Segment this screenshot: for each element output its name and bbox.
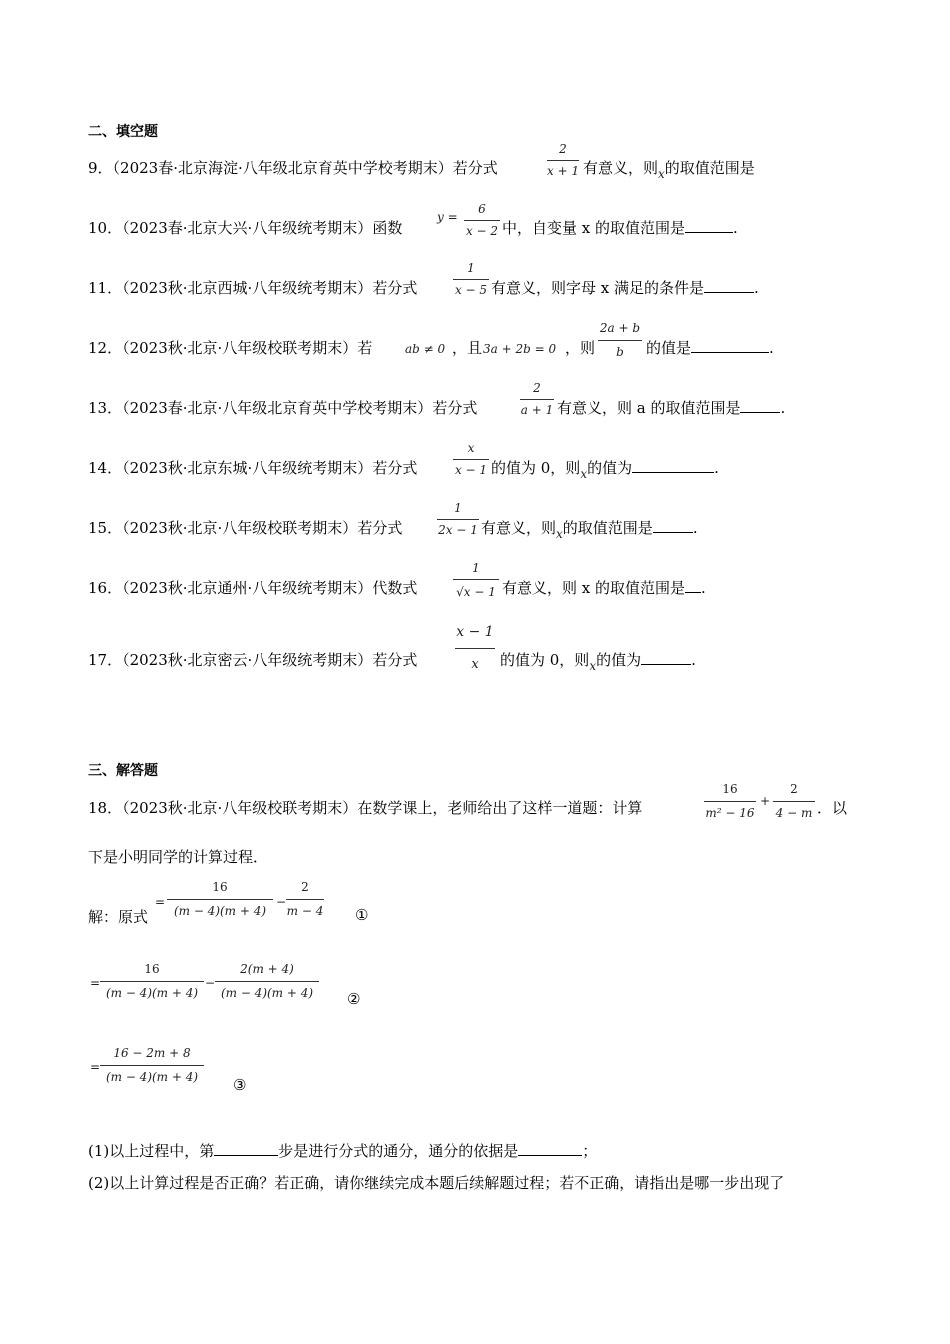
question-source: （2023秋·北京·八年级校联考期末）: [122, 799, 358, 817]
question-source: （2023秋·北京·八年级校联考期末）: [122, 339, 358, 357]
fraction: 2 x + 1: [547, 142, 580, 178]
fraction: 16 (m − 4)(m + 4): [100, 962, 204, 1000]
question-15-tail: 有意义，则$_x$的取值范围是 .: [481, 519, 698, 541]
question-17: 17．（2023秋·北京密云·八年级统考期末）若分式: [88, 651, 418, 669]
question-number: 9．: [88, 159, 113, 177]
question-17-tail: 的值为 0，则$_x$的值为 .: [500, 651, 696, 673]
question-number: 13．: [88, 399, 123, 417]
question-source: （2023秋·北京通州·八年级统考期末）: [122, 579, 373, 597]
sub-question-1: (1)以上过程中，第 步是进行分式的通分，通分的依据是 ；: [88, 1142, 598, 1160]
sub-question-2: (2)以上计算过程是否正确？若正确，请你继续完成本题后续解题过程；若不正确，请指出是哪一步出现了: [88, 1174, 785, 1192]
fraction: 6 x − 2: [465, 202, 499, 238]
question-12: 12．（2023秋·北京·八年级校联考期末）若: [88, 339, 373, 357]
answer-blank[interactable]: [518, 1141, 582, 1156]
condition-1: ab ≠ 0: [405, 342, 446, 356]
answer-blank[interactable]: [704, 278, 754, 293]
fraction: 1 √x − 1: [453, 561, 499, 599]
step-marker-1: ①: [355, 906, 369, 924]
question-14: 14．（2023秋·北京东城·八年级统考期末）若分式: [88, 459, 418, 477]
answer-blank[interactable]: [641, 650, 691, 665]
question-source: （2023春·北京海淀·八年级北京育英中学校考期末）: [112, 159, 453, 177]
answer-blank[interactable]: [691, 338, 769, 353]
question-13: 13．（2023春·北京·八年级北京育英中学校考期末）若分式: [88, 399, 478, 417]
question-10-tail: 中，自变量 x 的取值范围是 .: [502, 219, 738, 237]
question-source: （2023秋·北京·八年级校联考期末）: [122, 519, 358, 537]
question-number: 15．: [88, 519, 123, 537]
question-10: 10．（2023春·北京大兴·八年级统考期末）函数: [88, 219, 403, 237]
question-18: 18．（2023秋·北京·八年级校联考期末）在数学课上，老师给出了这样一道题：计算: [88, 799, 643, 817]
question-13-tail: 有意义，则 a 的取值范围是 .: [557, 399, 786, 417]
fraction: 1 2x − 1: [438, 501, 478, 537]
fraction: x x − 1: [454, 441, 488, 477]
question-11-tail: 有意义，则字母 x 满足的条件是 .: [491, 279, 759, 297]
question-11: 11．（2023秋·北京西城·八年级统考期末）若分式: [88, 279, 418, 297]
answer-blank[interactable]: [632, 458, 714, 473]
fraction: 16 (m − 4)(m + 4): [167, 880, 273, 918]
question-18-line-2: 下是小明同学的计算过程．: [88, 848, 269, 866]
section-title-fill-blank: 二、填空题: [88, 124, 158, 140]
answer-blank[interactable]: [740, 398, 780, 413]
answer-blank[interactable]: [685, 578, 701, 593]
answer-blank[interactable]: [214, 1141, 278, 1156]
question-source: （2023秋·北京东城·八年级统考期末）: [122, 459, 373, 477]
question-number: 11．: [88, 279, 123, 297]
step-marker-2: ②: [347, 990, 361, 1008]
fraction: x − 1 x: [456, 624, 494, 672]
question-source: （2023春·北京大兴·八年级统考期末）: [122, 219, 373, 237]
question-9-tail: 有意义，则$_x$的取值范围是: [583, 159, 755, 181]
question-15: 15．（2023秋·北京·八年级校联考期末）若分式: [88, 519, 403, 537]
question-number: 12．: [88, 339, 123, 357]
question-source: （2023春·北京·八年级北京育英中学校考期末）: [122, 399, 433, 417]
fraction: 2 4 − m: [773, 782, 815, 820]
fraction: 2a + b b: [599, 321, 641, 359]
question-number: 17．: [88, 651, 123, 669]
question-9: 9．（2023春·北京海淀·八年级北京育英中学校考期末）若分式: [88, 159, 498, 177]
question-source: （2023秋·北京西城·八年级统考期末）: [122, 279, 373, 297]
fraction: 2(m + 4) (m − 4)(m + 4): [215, 962, 319, 1000]
question-14-tail: 的值为 0，则$_x$的值为 .: [491, 459, 719, 481]
section-title-solve: 三、解答题: [88, 763, 158, 779]
fraction: 16 m² − 16: [705, 782, 755, 820]
solution-label: 解：原式: [88, 908, 149, 926]
fraction: 2 m − 4: [286, 880, 324, 918]
step-marker-3: ③: [233, 1076, 247, 1094]
question-12-tail: 的值是 .: [646, 339, 774, 357]
question-16: 16．（2023秋·北京通州·八年级统考期末）代数式: [88, 579, 418, 597]
question-number: 16．: [88, 579, 123, 597]
answer-blank[interactable]: [653, 518, 693, 533]
condition-2: 3a + 2b = 0: [483, 342, 557, 356]
answer-blank[interactable]: [685, 218, 733, 233]
question-number: 10．: [88, 219, 123, 237]
question-source: （2023秋·北京密云·八年级统考期末）: [122, 651, 373, 669]
question-number: 18．: [88, 799, 123, 817]
fraction: 2 a + 1: [520, 381, 554, 417]
question-number: 14．: [88, 459, 123, 477]
question-16-tail: 有意义，则 x 的取值范围是 .: [502, 579, 706, 597]
fraction: 1 x − 5: [454, 261, 488, 297]
fraction: 16 − 2m + 8 (m − 4)(m + 4): [100, 1046, 204, 1084]
